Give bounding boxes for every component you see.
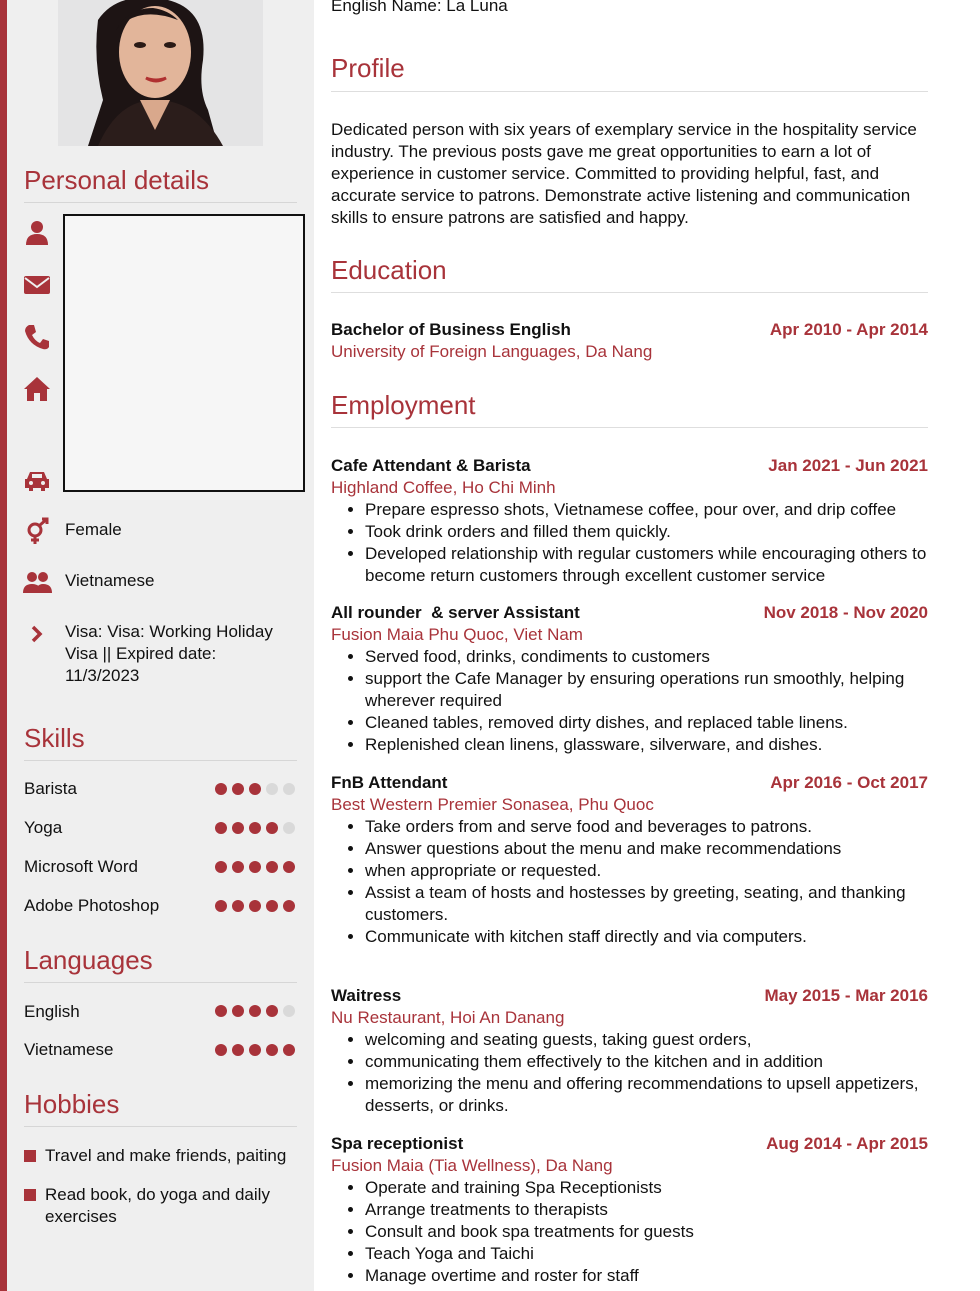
divider — [24, 1126, 297, 1127]
accent-strip — [0, 0, 7, 1291]
rating-dot — [249, 1044, 261, 1056]
employment-heading: Employment — [331, 390, 476, 420]
rating-dot — [283, 1005, 295, 1017]
education-entry — [331, 319, 928, 363]
job-dates: Nov 2018 - Nov 2020 — [763, 603, 928, 622]
language-rating — [215, 1044, 295, 1056]
rating-dot — [232, 1005, 244, 1017]
user-icon — [22, 218, 52, 248]
visa-value: Visa: Visa: Working Holiday Visa || Expired date: 11/3/2023 — [65, 622, 273, 685]
job-entry — [331, 455, 928, 587]
portrait-illustration — [58, 0, 263, 146]
list-item: • memorizing the menu and offering recommendations to upsell appetizers, desserts, or drinks. — [365, 1073, 928, 1117]
list-item: • support the Cafe Manager by ensuring operations run smoothly, helping wherever required — [365, 668, 928, 712]
divider — [24, 760, 297, 761]
rating-dot — [215, 1044, 227, 1056]
education-heading: Education — [331, 255, 447, 285]
list-item: • Arrange treatments to therapists — [365, 1199, 928, 1221]
hobby-item: Read book, do yoga and daily exercises — [45, 1185, 270, 1226]
list-item: • Developed relationship with regular customers while encouraging others to become return customers through excellent customer service — [365, 543, 928, 587]
divider — [331, 292, 928, 293]
divider — [331, 91, 928, 92]
skill-label: Barista — [24, 779, 77, 798]
envelope-icon — [22, 270, 52, 300]
job-duties — [331, 816, 928, 948]
list-item: • Cleaned tables, removed dirty dishes, and replaced table linens. — [365, 712, 928, 734]
rating-dot — [232, 900, 244, 912]
language-rating — [215, 1005, 295, 1017]
list-item: • Served food, drinks, condiments to customers — [365, 646, 928, 668]
skill-label: Yoga — [24, 818, 63, 837]
list-item: • Take orders from and serve food and beverages to patrons. — [365, 816, 928, 838]
rating-dot — [232, 1044, 244, 1056]
job-title: FnB Attendant — [331, 773, 448, 792]
skill-rating — [215, 900, 295, 912]
job-entry — [331, 772, 928, 948]
languages-heading: Languages — [24, 945, 153, 975]
rating-dot — [249, 822, 261, 834]
list-item: • communicating them effectively to the kitchen and in addition — [365, 1051, 928, 1073]
rating-dot — [215, 861, 227, 873]
rating-dot — [215, 1005, 227, 1017]
rating-dot — [215, 822, 227, 834]
company-name: Best Western Premier Sonasea, Phu Quoc — [331, 795, 654, 814]
rating-dot — [215, 900, 227, 912]
list-item: • welcoming and seating guests, taking guest orders, — [365, 1029, 928, 1051]
profile-heading: Profile — [331, 53, 405, 83]
company-name: Fusion Maia (Tia Wellness), Da Nang — [331, 1156, 613, 1175]
hobby-item: Travel and make friends, paiting — [45, 1146, 287, 1165]
skill-rating — [215, 783, 295, 795]
language-label: English — [24, 1002, 80, 1021]
job-title: Waitress — [331, 986, 402, 1005]
job-title: Spa receptionist — [331, 1134, 464, 1153]
list-item: • Replenished clean linens, glassware, silverware, and dishes. — [365, 734, 928, 756]
job-duties — [331, 1029, 928, 1117]
profile-summary: Dedicated person with six years of exemplary service in the hospitality service industry. The previous posts gave me great opportunities to earn a lot of experience in customer service. Committed to providing helpful, fast, and accurate service to patrons. Demonstrate active listening and communication skills to ensure patrons are satisfied and happy. — [331, 120, 917, 227]
skill-rating — [215, 822, 295, 834]
divider — [24, 202, 297, 203]
rating-dot — [232, 783, 244, 795]
education-dates: Apr 2010 - Apr 2014 — [769, 320, 928, 339]
nationality-value: Vietnamese — [65, 571, 155, 590]
rating-dot — [249, 900, 261, 912]
personal-details-heading: Personal details — [24, 165, 209, 195]
job-duties — [331, 646, 928, 756]
list-item: • Consult and book spa treatments for guests — [365, 1221, 928, 1243]
job-entry — [331, 1133, 928, 1287]
hobby-bullet — [24, 1189, 36, 1201]
skills-heading: Skills — [24, 723, 85, 753]
list-item: • Assist a team of hosts and hostesses by greeting, seating, and thanking customers. — [365, 882, 928, 926]
rating-dot — [232, 861, 244, 873]
redacted-contact-block — [63, 214, 305, 492]
divider — [24, 982, 297, 983]
language-label: Vietnamese — [24, 1040, 114, 1059]
company-name: Highland Coffee, Ho Chi Minh — [331, 478, 556, 497]
list-item: • Teach Yoga and Taichi — [365, 1243, 928, 1265]
divider — [331, 427, 928, 428]
skill-rating — [215, 861, 295, 873]
people-icon — [22, 567, 52, 597]
rating-dot — [283, 861, 295, 873]
car-icon — [22, 465, 52, 495]
hobby-bullet — [24, 1150, 36, 1162]
rating-dot — [215, 783, 227, 795]
rating-dot — [249, 1005, 261, 1017]
job-dates: May 2015 - Mar 2016 — [764, 986, 928, 1005]
company-name: Fusion Maia Phu Quoc, Viet Nam — [331, 625, 583, 644]
home-icon — [22, 374, 52, 404]
chevron-right-icon — [22, 619, 52, 649]
rating-dot — [266, 900, 278, 912]
rating-dot — [283, 822, 295, 834]
list-item: • Prepare espresso shots, Vietnamese coffee, pour over, and drip coffee — [365, 499, 928, 521]
list-item: • Operate and training Spa Receptionists — [365, 1177, 928, 1199]
rating-dot — [249, 783, 261, 795]
profile-photo — [58, 0, 263, 146]
list-item: • Answer questions about the menu and make recommendations — [365, 838, 928, 860]
skill-label: Adobe Photoshop — [24, 896, 160, 915]
company-name: Nu Restaurant, Hoi An Danang — [331, 1008, 565, 1027]
list-item: • Manage overtime and roster for staff — [365, 1265, 928, 1287]
phone-icon — [22, 322, 52, 352]
hobbies-heading: Hobbies — [24, 1089, 120, 1119]
english-name: English Name: La Luna — [331, 0, 508, 15]
job-title: Cafe Attendant & Barista — [331, 456, 531, 475]
rating-dot — [266, 1005, 278, 1017]
rating-dot — [283, 900, 295, 912]
rating-dot — [266, 1044, 278, 1056]
job-title: All rounder & server Assistant — [331, 603, 580, 622]
job-dates: Jan 2021 - Jun 2021 — [768, 456, 928, 475]
list-item: • Took drink orders and filled them quickly. — [365, 521, 928, 543]
job-duties — [331, 499, 928, 587]
degree-title: Bachelor of Business English — [331, 320, 571, 339]
rating-dot — [232, 822, 244, 834]
rating-dot — [266, 861, 278, 873]
school-name: University of Foreign Languages, Da Nang — [331, 342, 653, 361]
job-entry — [331, 985, 928, 1117]
job-entry — [331, 602, 928, 756]
rating-dot — [249, 861, 261, 873]
skill-label: Microsoft Word — [24, 857, 138, 876]
rating-dot — [283, 783, 295, 795]
rating-dot — [266, 783, 278, 795]
list-item: • Communicate with kitchen staff directly and via computers. — [365, 926, 928, 948]
job-dates: Aug 2014 - Apr 2015 — [766, 1134, 928, 1153]
job-dates: Apr 2016 - Oct 2017 — [770, 773, 928, 792]
rating-dot — [283, 1044, 295, 1056]
gender-icon — [22, 516, 52, 546]
job-duties — [331, 1177, 928, 1287]
gender-value: Female — [65, 520, 122, 539]
list-item: • when appropriate or requested. — [365, 860, 928, 882]
rating-dot — [266, 822, 278, 834]
